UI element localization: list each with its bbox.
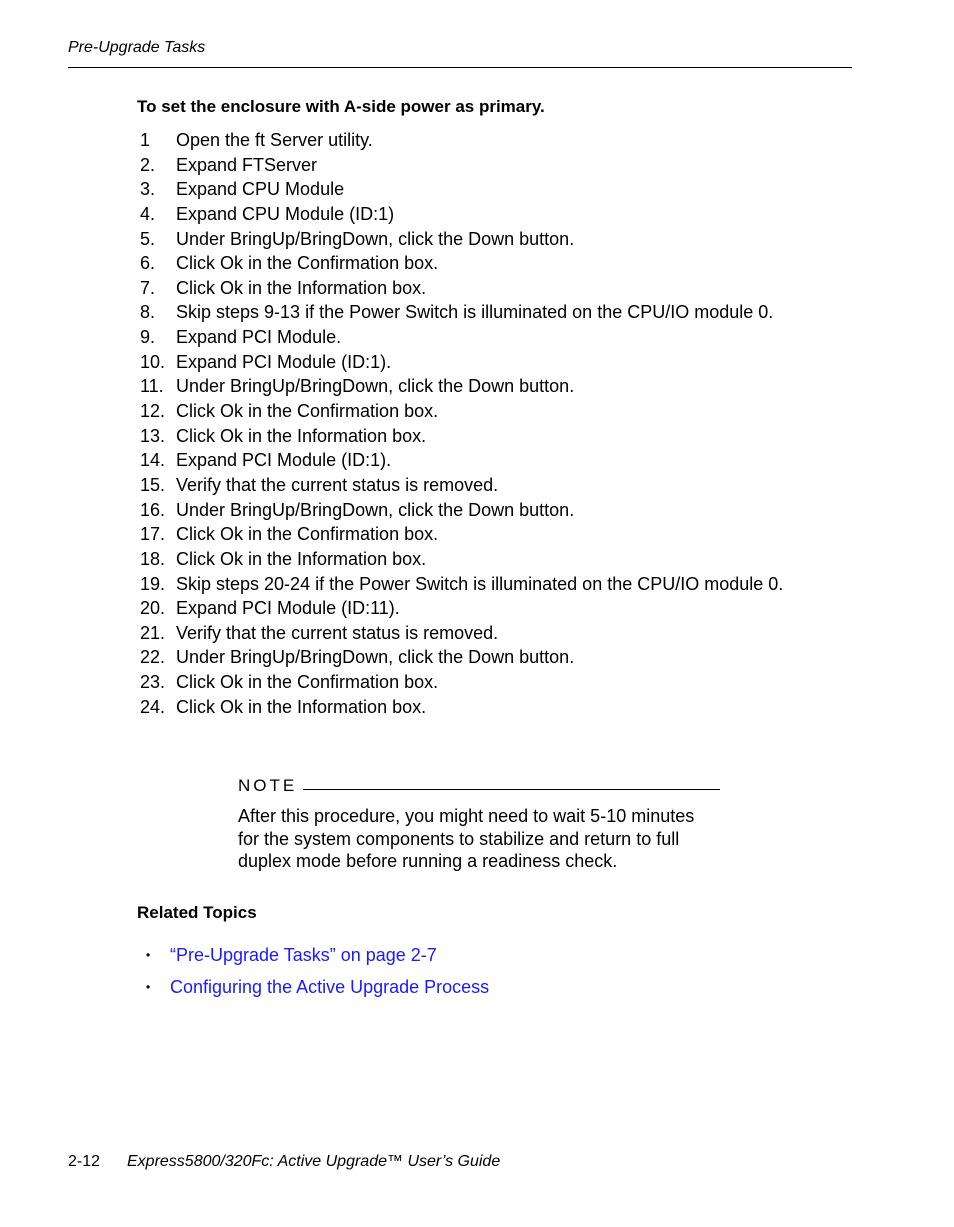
procedure-step bbox=[140, 522, 783, 547]
step-text: Under BringUp/BringDown, click the Down button. bbox=[176, 376, 575, 397]
step-number: 10. bbox=[140, 351, 166, 372]
step-text: Expand FTServer bbox=[176, 154, 318, 175]
step-number: 13. bbox=[140, 425, 166, 446]
step-text: Expand PCI Module (ID:1). bbox=[176, 450, 392, 471]
step-number: 17. bbox=[140, 524, 166, 545]
note-label: NOTE bbox=[238, 776, 298, 795]
note-body: After this procedure, you might need to wait 5-10 minutes for the system components to stabilize and return to full duplex mode before running a readiness check. bbox=[238, 806, 695, 871]
running-header: Pre-Upgrade Tasks bbox=[68, 39, 206, 56]
procedure-heading: To set the enclosure with A-side power as primary. bbox=[137, 97, 545, 116]
procedure-step bbox=[140, 374, 783, 399]
step-number: 19. bbox=[140, 573, 166, 594]
procedure-step bbox=[140, 128, 783, 153]
step-text: Click Ok in the Information box. bbox=[176, 425, 427, 446]
bullet-icon: • bbox=[146, 948, 151, 962]
procedure-step bbox=[140, 448, 783, 473]
procedure-step bbox=[140, 572, 783, 597]
procedure-step bbox=[140, 350, 783, 375]
procedure-step bbox=[140, 177, 783, 202]
procedure-step bbox=[140, 276, 783, 301]
procedure-step bbox=[140, 670, 783, 695]
step-number: 12. bbox=[140, 401, 166, 422]
step-text: Expand CPU Module (ID:1) bbox=[176, 203, 395, 224]
step-number: 7. bbox=[140, 277, 156, 298]
step-text: Click Ok in the Information box. bbox=[176, 277, 427, 298]
step-number: 3. bbox=[140, 179, 156, 200]
procedure-step bbox=[140, 325, 783, 350]
related-topic-item bbox=[146, 975, 489, 1007]
step-text: Under BringUp/BringDown, click the Down button. bbox=[176, 228, 575, 249]
procedure-steps bbox=[140, 128, 783, 719]
step-number: 4. bbox=[140, 203, 156, 224]
step-text: Skip steps 9-13 if the Power Switch is illuminated on the CPU/IO module 0. bbox=[176, 302, 774, 323]
step-number: 2. bbox=[140, 154, 156, 175]
procedure-step bbox=[140, 227, 783, 252]
step-number: 5. bbox=[140, 228, 156, 249]
link-configuring-active-upgrade[interactable]: Configuring the Active Upgrade Process bbox=[170, 977, 490, 997]
procedure-step bbox=[140, 202, 783, 227]
step-text: Click Ok in the Information box. bbox=[176, 696, 427, 717]
step-text: Click Ok in the Confirmation box. bbox=[176, 672, 439, 693]
step-number: 9. bbox=[140, 327, 156, 348]
header-rule bbox=[68, 67, 852, 68]
page-footer bbox=[68, 1153, 500, 1171]
step-text: Under BringUp/BringDown, click the Down button. bbox=[176, 647, 575, 668]
note-box bbox=[238, 774, 720, 873]
step-number: 21. bbox=[140, 622, 166, 643]
step-number: 16. bbox=[140, 499, 166, 520]
step-text: Click Ok in the Confirmation box. bbox=[176, 524, 439, 545]
page-number: 2-12 bbox=[68, 1153, 101, 1170]
step-number: 24. bbox=[140, 696, 166, 717]
note-header bbox=[238, 774, 720, 796]
procedure-step bbox=[140, 645, 783, 670]
step-number: 14. bbox=[140, 450, 166, 471]
step-number: 6. bbox=[140, 253, 156, 274]
procedure-step bbox=[140, 473, 783, 498]
step-text: Click Ok in the Information box. bbox=[176, 548, 427, 569]
step-number: 11. bbox=[140, 376, 164, 397]
procedure-step bbox=[140, 424, 783, 449]
procedure-step bbox=[140, 547, 783, 572]
step-text: Expand PCI Module (ID:11). bbox=[176, 598, 400, 619]
related-topics-heading: Related Topics bbox=[137, 903, 257, 922]
step-text: Expand PCI Module. bbox=[176, 327, 342, 348]
procedure-step bbox=[140, 300, 783, 325]
step-text: Click Ok in the Confirmation box. bbox=[176, 253, 439, 274]
document-title: Express5800/320Fc: Active Upgrade™ User’s Guide bbox=[127, 1153, 501, 1170]
procedure-step bbox=[140, 695, 783, 720]
step-text: Open the ft Server utility. bbox=[176, 130, 373, 150]
step-text: Expand PCI Module (ID:1). bbox=[176, 351, 392, 372]
procedure-step bbox=[140, 399, 783, 424]
link-pre-upgrade-tasks[interactable]: “Pre-Upgrade Tasks” on page 2-7 bbox=[170, 945, 437, 965]
bullet-icon: • bbox=[146, 980, 151, 994]
note-rule bbox=[303, 789, 720, 790]
procedure-step bbox=[140, 621, 783, 646]
procedure-step bbox=[140, 251, 783, 276]
step-number: 23. bbox=[140, 672, 166, 693]
step-number: 8. bbox=[140, 302, 156, 323]
step-number: 20. bbox=[140, 598, 166, 619]
step-text: Under BringUp/BringDown, click the Down button. bbox=[176, 499, 575, 520]
step-number: 18. bbox=[140, 548, 166, 569]
step-text: Expand CPU Module bbox=[176, 179, 345, 200]
procedure-step bbox=[140, 153, 783, 178]
related-topics-list bbox=[146, 943, 489, 1007]
step-number: 15. bbox=[140, 474, 166, 495]
step-text: Verify that the current status is removed. bbox=[176, 622, 499, 643]
step-text: Click Ok in the Confirmation box. bbox=[176, 401, 439, 422]
step-number: 1 bbox=[140, 130, 151, 150]
step-text: Skip steps 20-24 if the Power Switch is illuminated on the CPU/IO module 0. bbox=[176, 573, 784, 594]
step-number: 22. bbox=[140, 647, 166, 668]
step-text: Verify that the current status is removed. bbox=[176, 474, 499, 495]
procedure-step bbox=[140, 596, 783, 621]
related-topic-item bbox=[146, 943, 489, 975]
procedure-step bbox=[140, 498, 783, 523]
